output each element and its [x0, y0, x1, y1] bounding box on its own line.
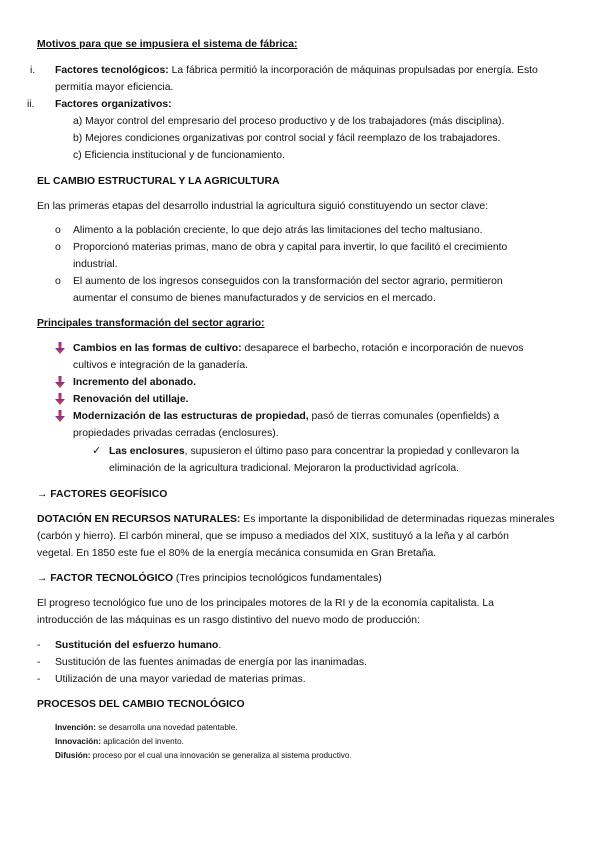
arrow-down-bullet-icon: [55, 376, 65, 388]
dash-mark: -: [37, 640, 41, 651]
transform-title: Renovación del utillaje.: [73, 394, 189, 405]
agri-bullet-text: aumentar el consumo de bienes manufacturados y de servicios en el mercado.: [73, 293, 436, 304]
proceso-item: [55, 735, 184, 749]
dotacion-title: DOTACIÓN EN RECURSOS NATURALES:: [37, 514, 241, 525]
transform-cont: cultivos e integración de la ganadería.: [73, 360, 249, 371]
org-item: b) Mejores condiciones organizativas por control social y fácil reemplazo de los trabajadores.: [73, 133, 501, 144]
transform-item: [55, 340, 65, 358]
heading-subtitle: (Tres principios tecnológicos fundamentales): [173, 573, 382, 584]
factor-tecnologicos: [55, 62, 538, 79]
transform-item: [55, 391, 65, 409]
arrow-down-bullet-icon: [55, 393, 65, 405]
dash-item: [55, 637, 221, 654]
enclosures-text: , supusieron el último paso para concentrar la propiedad y conllevaron la: [184, 446, 520, 457]
dotacion-line2: (carbón y hierro). El carbón mineral, que se impuso a mediados del XIX, sustituyó a la leña y al carbón: [37, 531, 509, 542]
dash-mark: -: [37, 674, 41, 685]
factor-text-cont: permitía mayor eficiencia.: [55, 82, 174, 93]
arrow-down-bullet-icon: [55, 410, 65, 422]
dash-item-tail: .: [218, 640, 222, 651]
transform-item: [55, 374, 65, 392]
factor-organizativos: Factores organizativos:: [55, 99, 172, 110]
transform-title: Modernización de las estructuras de propiedad,: [73, 411, 309, 422]
factor-title: Factores tecnológicos:: [55, 65, 169, 76]
enclosures-title: Las enclosures: [109, 446, 185, 457]
transform-line: [73, 340, 524, 357]
proceso-text: aplicación del invento.: [100, 737, 184, 746]
transform-title: Incremento del abonado.: [73, 377, 196, 388]
progreso-line: introducción de las máquinas es un rasgo distintivo del nuevo modo de producción:: [37, 615, 420, 626]
proceso-text: se desarrolla una novedad patentable.: [95, 723, 238, 732]
heading-title: → FACTOR TECNOLÓGICO: [37, 573, 174, 584]
transform-line: [73, 408, 499, 425]
dotacion-line: [37, 511, 555, 528]
dash-mark: -: [37, 657, 41, 668]
proceso-text: proceso por el cual una innovación se generaliza al sistema productivo.: [90, 751, 352, 760]
check-mark-icon: ✓: [92, 445, 102, 457]
dotacion-text: Es importante la disponibilidad de determinadas riquezas minerales: [240, 514, 555, 525]
proceso-item: [55, 749, 352, 763]
transform-text: desaparece el barbecho, rotación e incorporación de nuevos: [241, 343, 524, 354]
transform-item: [55, 408, 65, 426]
transform-title: Cambios en las formas de cultivo:: [73, 343, 242, 354]
enclosures-line: [109, 443, 519, 460]
agri-bullet-text: industrial.: [73, 259, 118, 270]
agri-bullet-text: Alimento a la población creciente, lo que dejo atrás las limitaciones del techo maltusiano.: [73, 225, 483, 236]
factor-number: i.: [30, 65, 36, 76]
progreso-line: El progreso tecnológico fue uno de los principales motores de la RI y de la economía capitalista. La: [37, 598, 494, 609]
bullet-mark: o: [55, 242, 61, 253]
heading-factores-geofisico: → FACTORES GEOFÍSICO: [37, 489, 168, 500]
factor-number: ii.: [27, 99, 35, 110]
agri-bullet-text: El aumento de los ingresos conseguidos con la transformación del sector agrario, permitieron: [73, 276, 503, 287]
transform-cont: propiedades privadas cerradas (enclosures).: [73, 428, 279, 439]
bullet-mark: o: [55, 276, 61, 287]
heading-transformacion: Principales transformación del sector agrario:: [37, 318, 265, 329]
org-item: c) Eficiencia institucional y de funcionamiento.: [73, 150, 285, 161]
intro-agricultura: En las primeras etapas del desarrollo industrial la agricultura siguió constituyendo un sector clave:: [37, 201, 489, 212]
dash-item-text: Sustitución del esfuerzo humano: [55, 640, 219, 651]
dash-item-text: Utilización de una mayor variedad de materias primas.: [55, 674, 306, 685]
proceso-title: Difusión:: [55, 751, 91, 760]
proceso-item: [55, 721, 238, 735]
factor-text: La fábrica permitió la incorporación de máquinas propulsadas por energía. Esto: [168, 65, 538, 76]
proceso-title: Invención:: [55, 723, 96, 732]
arrow-down-bullet-icon: [55, 342, 65, 354]
heading-procesos: PROCESOS DEL CAMBIO TECNOLÓGICO: [37, 699, 245, 710]
enclosures-cont: eliminación de la agricultura tradicional. Mejoraron la productividad agrícola.: [109, 463, 460, 474]
bullet-mark: o: [55, 225, 61, 236]
heading-cambio-estructural: EL CAMBIO ESTRUCTURAL Y LA AGRICULTURA: [37, 176, 280, 187]
heading-fabrica: Motivos para que se impusiera el sistema de fábrica:: [37, 39, 298, 50]
proceso-title: Innovación:: [55, 737, 101, 746]
heading-factor-tecnologico: [37, 570, 382, 587]
agri-bullet-text: Proporcionó materias primas, mano de obra y capital para invertir, lo que facilitó el crecimiento: [73, 242, 508, 253]
transform-text: pasó de tierras comunales (openfields) a: [308, 411, 500, 422]
org-item: a) Mayor control del empresario del proceso productivo y de los trabajadores (más disciplina).: [73, 116, 505, 127]
dash-item-text: Sustitución de las fuentes animadas de energía por las inanimadas.: [55, 657, 367, 668]
dotacion-line3: vegetal. En 1850 este fue el 80% de la energía mecánica consumida en Gran Bretaña.: [37, 548, 437, 559]
